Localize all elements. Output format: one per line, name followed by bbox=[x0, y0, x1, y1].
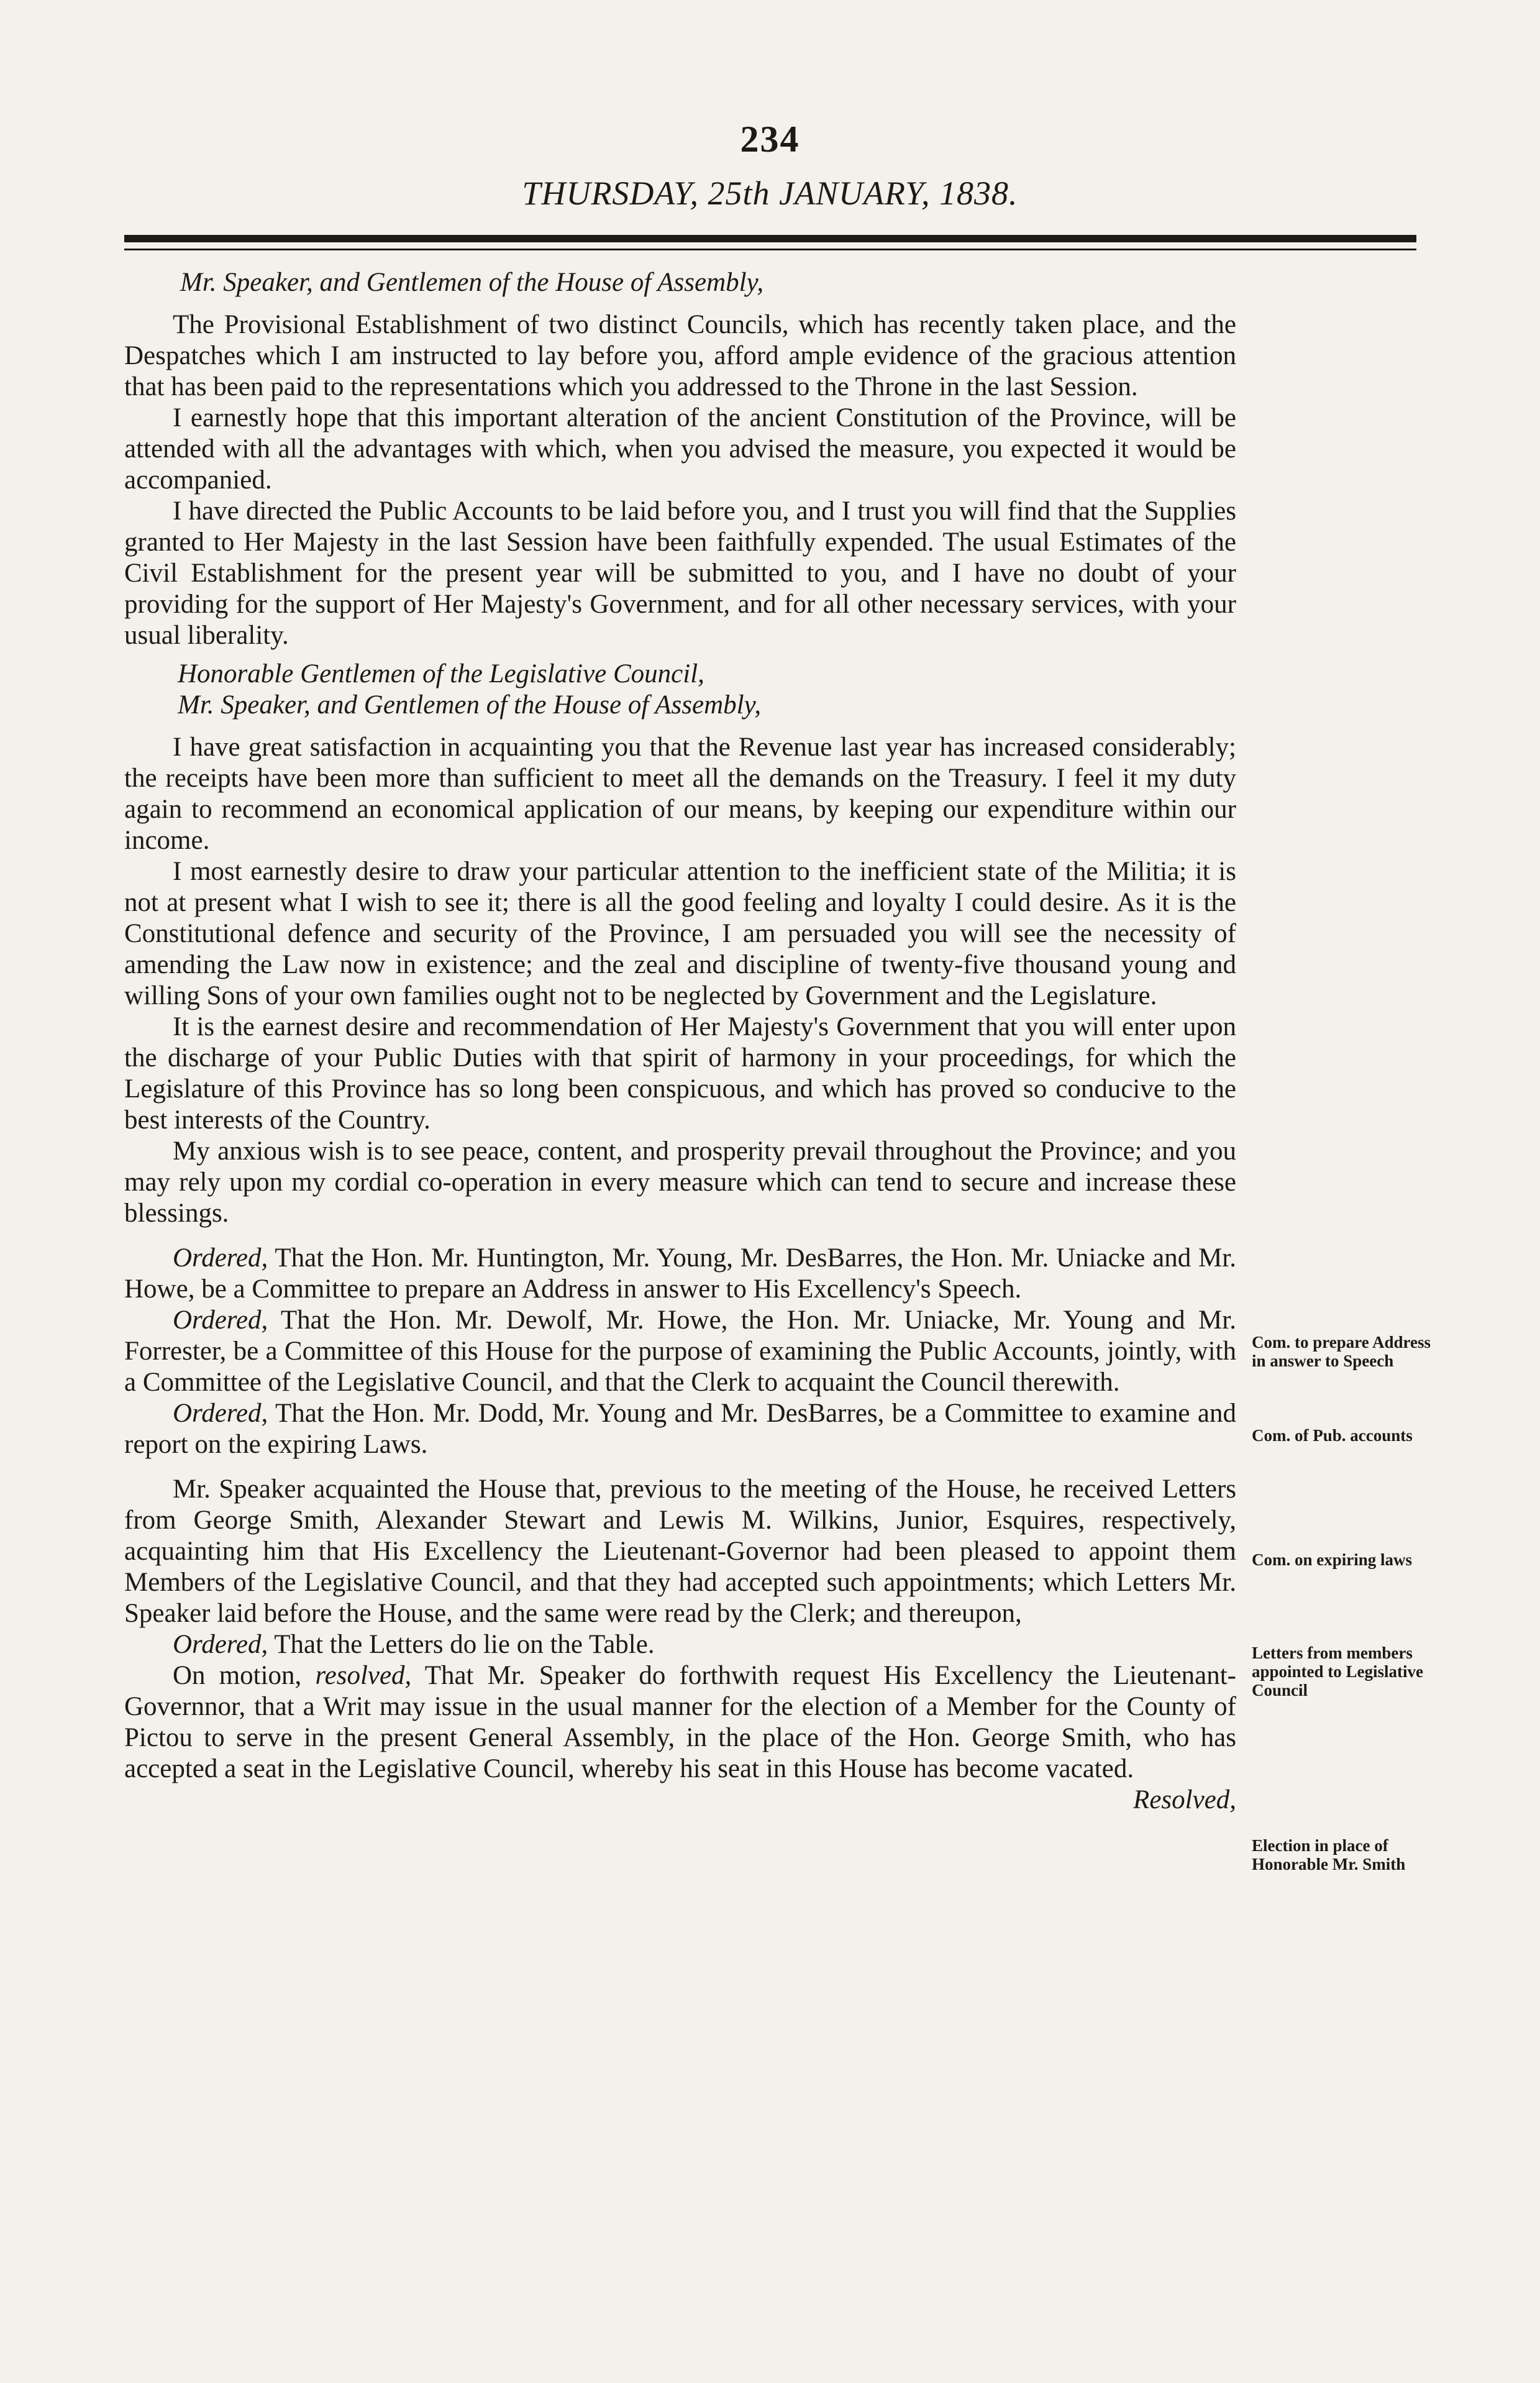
resolved-label: resolved, bbox=[315, 1661, 412, 1690]
speech-paragraph: I have directed the Public Accounts to be laid before you, and I trust you will find that the Supplies granted to Her Majesty in the last Session have been faithfully expended. The usual Estimates of the Civil Establishment for the present year will be submitted to you, and I have no doubt of your providing for the support of Her Majesty's Government, and for all other necessary services, with your usual liberality. bbox=[124, 496, 1236, 650]
date-line-text: THURSDAY, 25th JANUARY, 1838. bbox=[522, 175, 1018, 212]
order-text: That the Letters do lie on the Table. bbox=[274, 1630, 655, 1659]
order-letters-table bbox=[124, 1629, 1236, 1660]
ordered-label: Ordered, bbox=[173, 1399, 268, 1428]
speech-paragraph: I earnestly hope that this important alteration of the ancient Constitution of the Province, will be attended with all the advantages with which, when you advised the measure, you expected it would be accompanied. bbox=[124, 403, 1236, 495]
ordered-label: Ordered, bbox=[173, 1630, 268, 1659]
order-committee-address bbox=[124, 1243, 1236, 1305]
header-rule-thin bbox=[124, 249, 1416, 250]
ordered-label: Ordered, bbox=[173, 1243, 268, 1273]
margin-note-accounts: Com. of Pub. accounts bbox=[1252, 1426, 1413, 1445]
speaker-letters-paragraph: Mr. Speaker acquainted the House that, previous to the meeting of the House, he received Letters from George Smith, Alexander Stewart and Lewis M. Wilkins, Junior, Esquires, respectively, acquainting him that His Excellency the Lieutenant-Governor had been pleased to appoint them Members of the Legislative Council, and that they had accepted such appointments; which Letters Mr. Speaker laid before the House, and the same were read by the Clerk; and thereupon, bbox=[124, 1475, 1236, 1628]
margin-note-address: Com. to prepare Address in answer to Speech bbox=[1252, 1333, 1431, 1370]
catchword-text: Resolved, bbox=[1133, 1785, 1236, 1814]
salutation-council: Honorable Gentlemen of the Legislative Council, bbox=[178, 659, 704, 688]
margin-note-laws: Com. on expiring laws bbox=[1252, 1550, 1413, 1569]
speech-paragraph: My anxious wish is to see peace, content, and prosperity prevail throughout the Province; and you may rely upon my cordial co-operation in every measure which can tend to secure and increase these blessings. bbox=[124, 1137, 1236, 1228]
salutation-assembly-2: Mr. Speaker, and Gentlemen of the House of Assembly, bbox=[178, 690, 762, 720]
motion-election bbox=[124, 1660, 1236, 1785]
salutation-assembly: Mr. Speaker, and Gentlemen of the House of Assembly, bbox=[180, 268, 764, 297]
motion-text: That Mr. Speaker do forthwith request His Excellency the Lieutenant-Governnor, that a Writ may issue in the usual manner for the election of a Member for the County of Pictou to serve in the present General Assembly, in the place of the Hon. George Smith, who has accepted a seat in the Legislative Council, whereby his seat in this House has become vacated. bbox=[124, 1661, 1237, 1783]
margin-note-election: Election in place of Honorable Mr. Smith bbox=[1252, 1836, 1406, 1873]
speech-paragraph: The Provisional Establishment of two distinct Councils, which has recently taken place, and the Despatches which I am instructed to lay before you, afford ample evidence of the gracious attention that has been paid to the representations which you addressed to the Throne in the last Session. bbox=[124, 310, 1236, 401]
page-body bbox=[124, 267, 1236, 1816]
order-text: That the Hon. Mr. Huntington, Mr. Young, Mr. DesBarres, the Hon. Mr. Uniacke and Mr. Howe, be a Committee to prepare an Address in answer to His Excellency's Speech. bbox=[124, 1243, 1236, 1304]
speech-paragraph: It is the earnest desire and recommendation of Her Majesty's Government that you will enter upon the discharge of your Public Duties with that spirit of harmony in your proceedings, for which the Legislature of this Province has so long been conspicuous, and which has proved so conducive to the best interests of the Country. bbox=[124, 1012, 1236, 1135]
order-committee-laws bbox=[124, 1398, 1236, 1460]
page-number: 234 bbox=[740, 119, 800, 160]
speech-paragraph: I most earnestly desire to draw your particular attention to the inefficient state of the Militia; it is not at present what I wish to see it; there is all the good feeling and loyalty I could desire. As it is the Constitutional defence and security of the Province, I am persuaded you will see the necessity of amending the Law now in existence; and the zeal and discipline of twenty-five thousand young and willing Sons of your own families ought not to be neglected by Government and the Legislature. bbox=[124, 857, 1236, 1010]
motion-start: On motion, bbox=[173, 1661, 302, 1690]
margin-note-letters: Letters from members appointed to Legislative Council bbox=[1252, 1644, 1424, 1699]
order-committee-accounts bbox=[124, 1305, 1236, 1398]
ordered-label: Ordered, bbox=[173, 1306, 268, 1335]
catchword bbox=[124, 1785, 1236, 1816]
date-line bbox=[0, 174, 1540, 213]
order-text: That the Hon. Mr. Dewolf, Mr. Howe, the Hon. Mr. Uniacke, Mr. Young and Mr. Forrester, be a Committee of this House for the purpose of examining the Public Accounts, jointly, with a Committee of the Legislative Council, and that the Clerk to acquaint the Council therewith. bbox=[124, 1306, 1236, 1397]
header-rule-thick bbox=[124, 235, 1416, 242]
order-text: That the Hon. Mr. Dodd, Mr. Young and Mr. DesBarres, be a Committee to examine and report on the expiring Laws. bbox=[124, 1399, 1236, 1459]
speech-paragraph: I have great satisfaction in acquainting you that the Revenue last year has increased considerably; the receipts have been more than sufficient to meet all the demands on the Treasury. I feel it my duty again to recommend an economical application of our means, by keeping our expenditure within our income. bbox=[124, 733, 1236, 855]
